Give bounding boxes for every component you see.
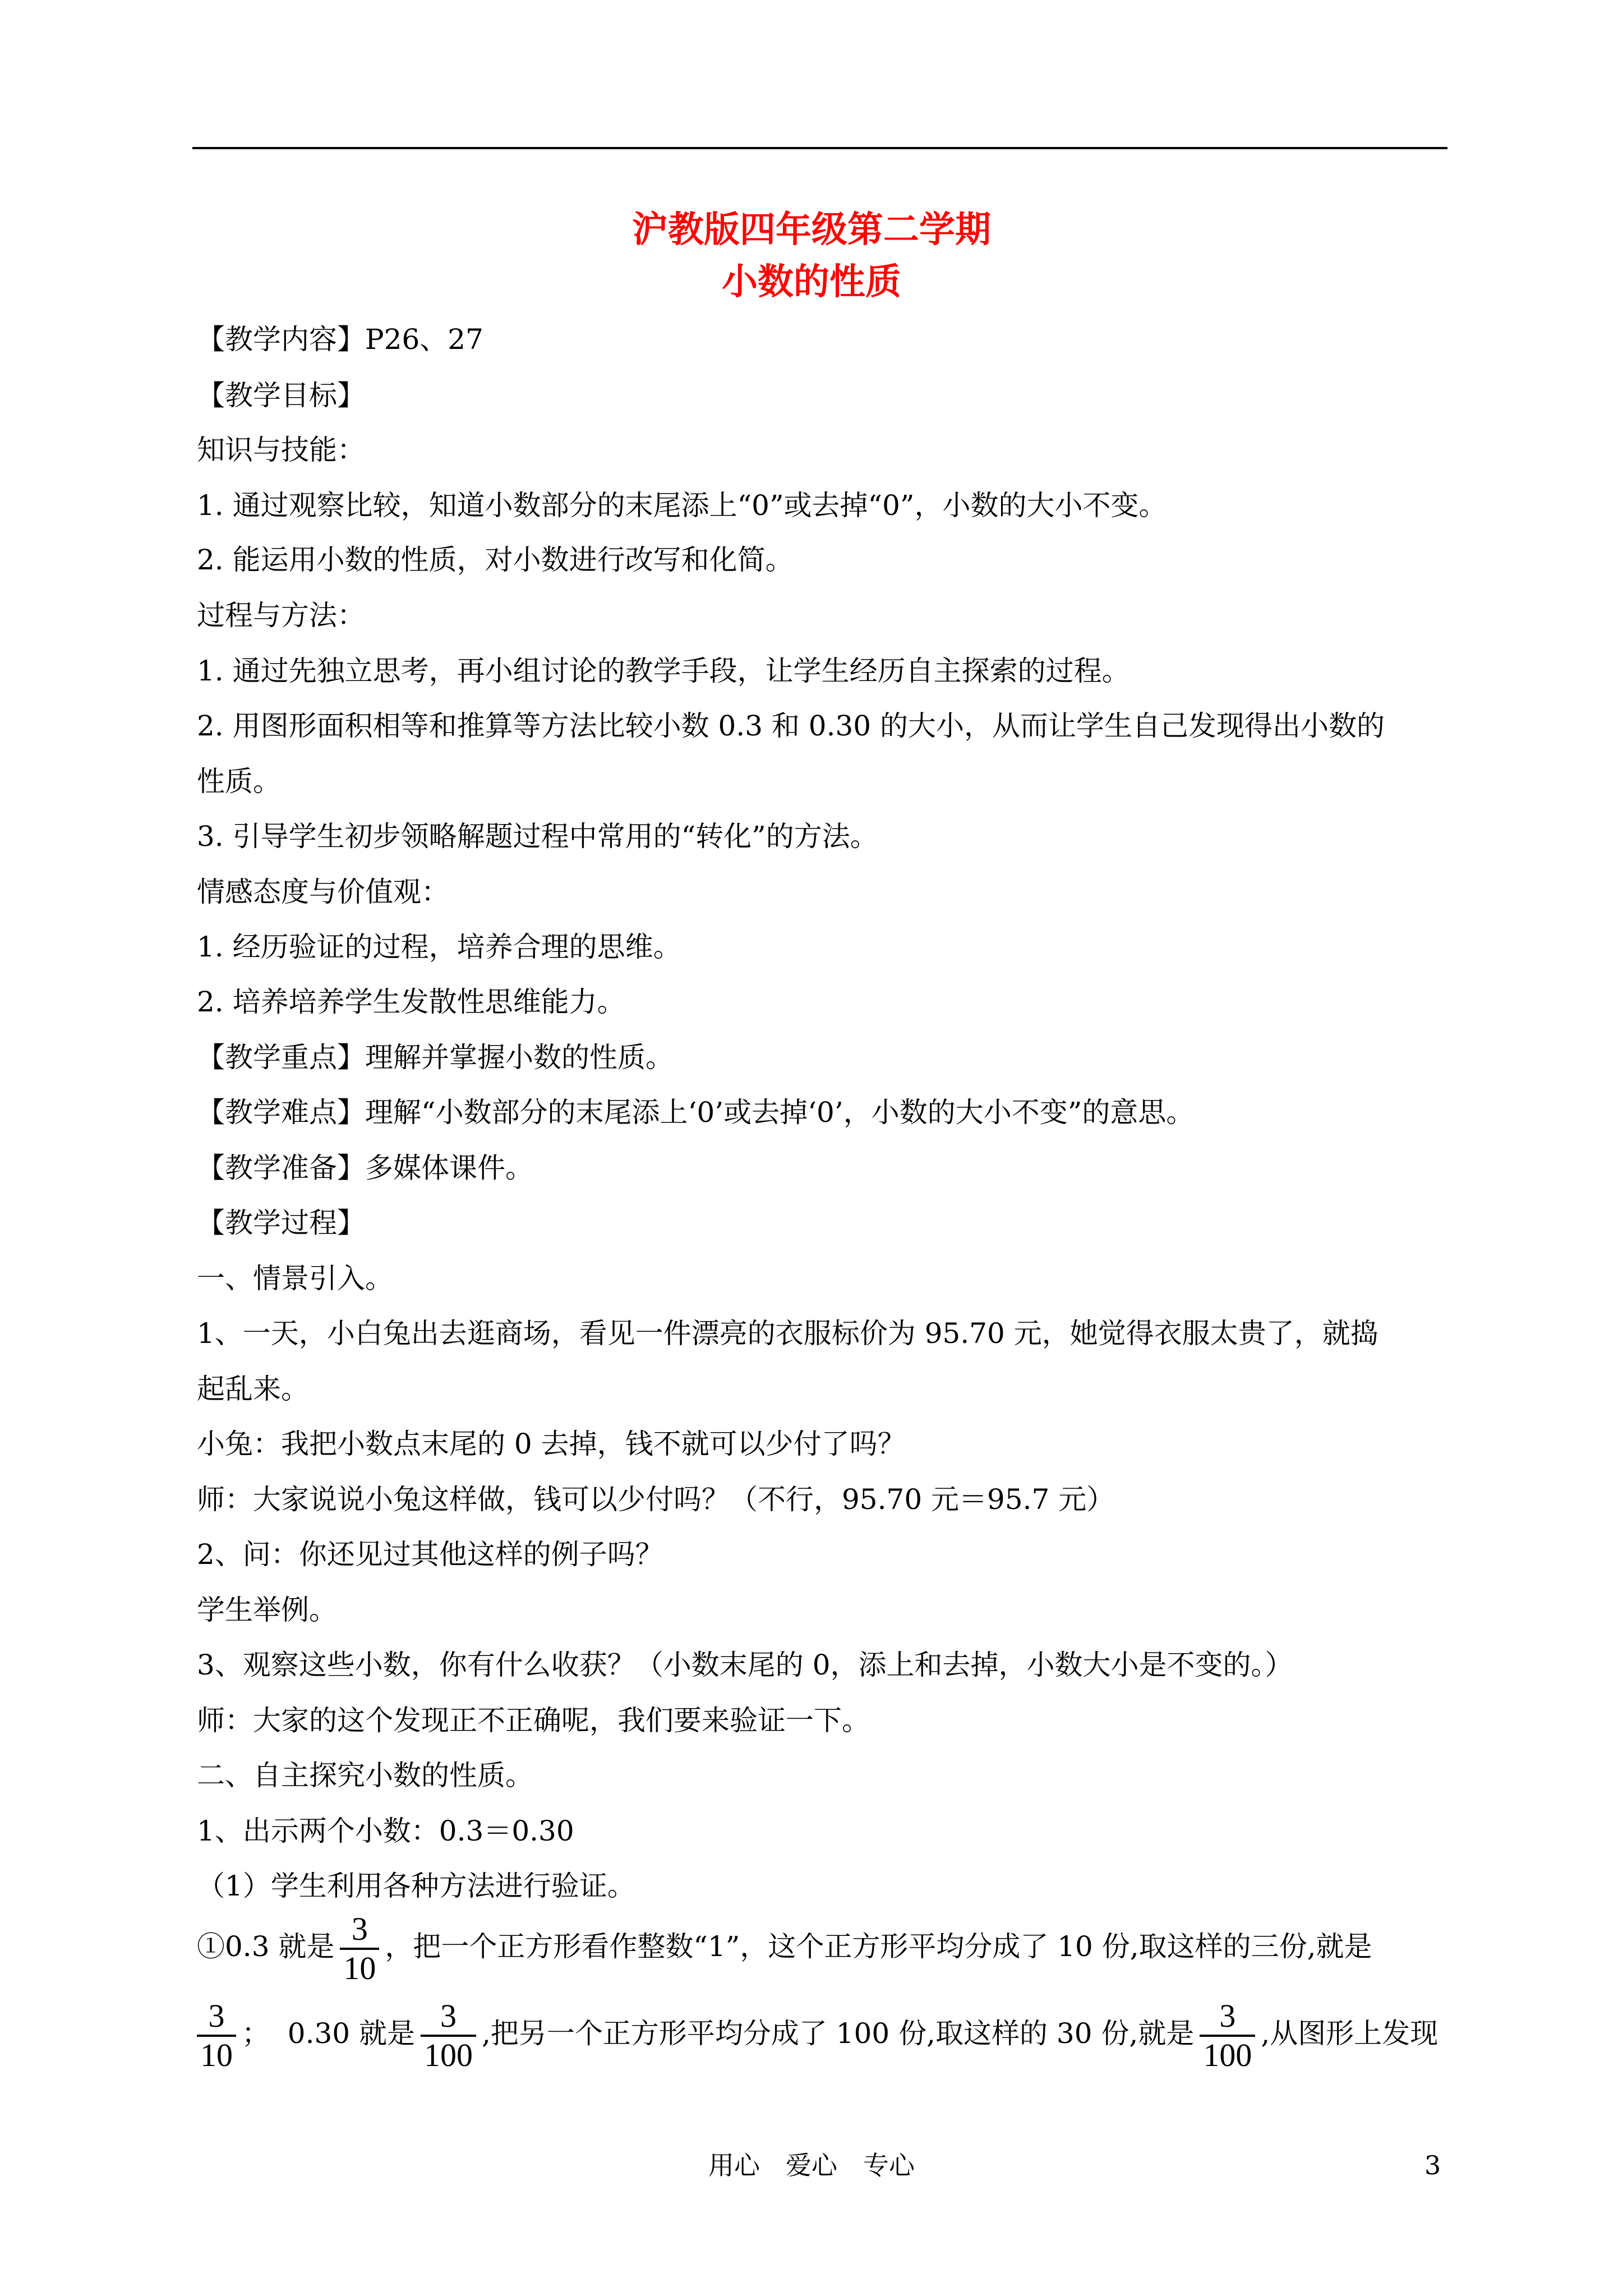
fraction-line-2 [197,1994,1438,2074]
text-line: 师：大家的这个发现正不正确呢，我们要来验证一下。 [197,1704,870,1737]
header-rule [192,147,1447,149]
page-number: 3 [1424,2150,1441,2180]
fraction [197,1998,236,2074]
fraction-denominator: 100 [421,2035,476,2074]
text-line: 2. 培养培养学生发散性思维能力。 [197,986,625,1018]
text-line: 【教学准备】多媒体课件。 [197,1152,533,1184]
text-line: 性质。 [197,765,281,798]
text-line: 2. 能运用小数的性质，对小数进行改写和化简。 [197,544,794,576]
text-segment: ,从图形上发现 [1261,2017,1438,2050]
text-line: 知识与技能： [197,434,365,466]
text-line: 3. 引导学生初步领略解题过程中常用的“转化”的方法。 [197,820,878,853]
fraction-denominator: 10 [340,1948,379,1987]
text-line: 1. 通过先独立思考，再小组讨论的教学手段，让学生经历自主探索的过程。 [197,655,1130,687]
fraction-numerator: 3 [1219,1998,1236,2034]
text-line: 师：大家说说小兔这样做，钱可以少付吗？（不行，95.70 元＝95.7 元） [197,1483,1115,1516]
text-line: 一、情景引入。 [197,1262,393,1295]
text-line: 【教学过程】 [197,1207,365,1239]
fraction [1200,1998,1255,2074]
fraction-denominator: 10 [197,2035,236,2074]
text-line: 学生举例。 [197,1594,337,1626]
text-line: 【教学内容】P26、27 [197,323,483,356]
text-line: 小兔：我把小数点末尾的 0 去掉，钱不就可以少付了吗？ [197,1428,906,1460]
fraction [421,1998,476,2074]
document-title: 沪教版四年级第二学期 [632,209,991,251]
text-segment: ，把一个正方形看作整数“1”，这个正方形平均分成了 10 份,取这样的三份,就是 [385,1930,1372,1963]
text-line: （1）学生利用各种方法进行验证。 [197,1870,635,1902]
text-line: 起乱来。 [197,1373,309,1405]
document-subtitle: 小数的性质 [722,261,901,303]
text-line: 1、一天，小白兔出去逛商场，看见一件漂亮的衣服标价为 95.70 元，她觉得衣服太贵了，就捣 [197,1317,1378,1350]
text-line: 3、观察这些小数，你有什么收获？（小数末尾的 0，添上和去掉，小数大小是不变的。） [197,1649,1293,1681]
text-segment: ①0.3 就是 [197,1930,335,1963]
text-line: 2、问：你还见过其他这样的例子吗？ [197,1538,663,1571]
fraction-numerator: 3 [208,1998,225,2034]
fraction-denominator: 100 [1200,2035,1255,2074]
text-segment: ,把另一个正方形平均分成了 100 份,取这样的 30 份,就是 [482,2017,1195,2050]
text-line: 1. 经历验证的过程，培养合理的思维。 [197,931,681,963]
text-line: 1、出示两个小数：0.3＝0.30 [197,1815,574,1847]
text-line: 二、自主探究小数的性质。 [197,1759,533,1792]
text-segment: ； 0.30 就是 [242,2017,416,2050]
fraction [340,1911,379,1987]
fraction-numerator: 3 [440,1998,457,2034]
text-line: 情感态度与价值观： [197,876,449,908]
fraction-numerator: 3 [351,1911,368,1947]
text-line: 【教学目标】 [197,379,365,412]
text-line: 过程与方法： [197,599,365,632]
text-line: 【教学重点】理解并掌握小数的性质。 [197,1041,674,1074]
fraction-line-1 [197,1907,1372,1987]
text-line: 1. 通过观察比较，知道小数部分的末尾添上“0”或去掉“0”，小数的大小不变。 [197,489,1167,522]
page-footer: 用心 爱心 专心 [708,2150,915,2180]
text-line: 2. 用图形面积相等和推算等方法比较小数 0.3 和 0.30 的大小，从而让学生自己发现得出小数的 [197,710,1385,742]
text-line: 【教学难点】理解“小数部分的末尾添上‘0’或去掉‘0’，小数的大小不变”的意思。 [197,1096,1195,1129]
